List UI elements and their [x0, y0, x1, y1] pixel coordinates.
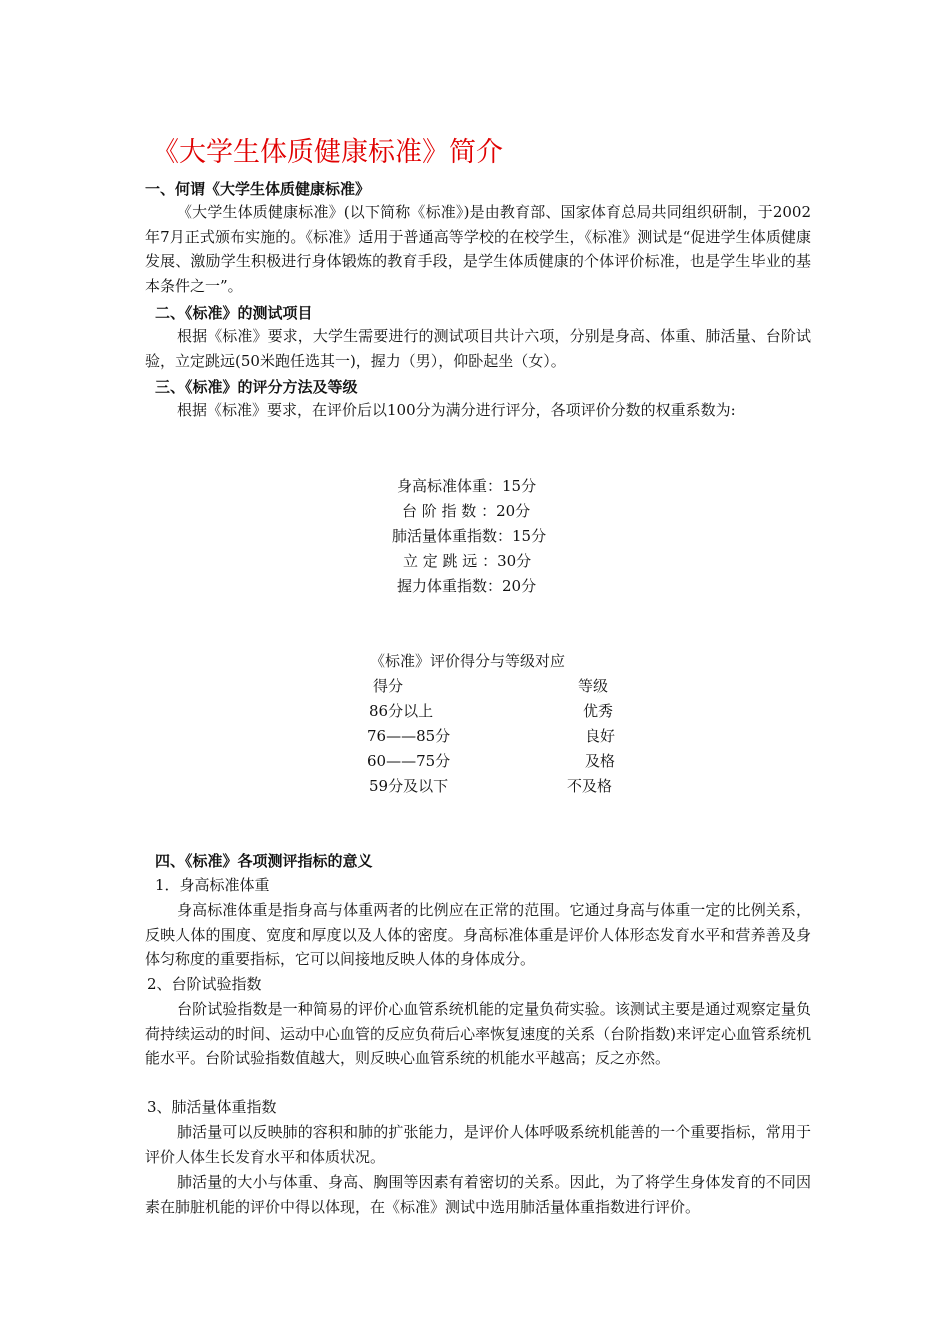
- document-title: 《大学生体质健康标准》简介: [152, 137, 503, 168]
- weight-item: 握力体重指数：20分: [397, 577, 537, 595]
- grade-table-caption: 《标准》评价得分与等级对应: [370, 652, 566, 670]
- grade-level-cell: 优秀: [583, 702, 614, 720]
- section-2-heading: 二、《标准》的测试项目: [155, 304, 313, 322]
- item-3-paragraph-1: 肺活量可以反映肺的容积和肺的扩张能力，是评价人体呼吸系统机能善的一个重要指标，常用于评价人体生长发育水平和体质状况。: [145, 1123, 811, 1166]
- section-2-paragraph: 根据《标准》要求，大学生需要进行的测试项目共计六项，分别是身高、体重、肺活量、台阶试验，立定跳远(50米跑任选其一)，握力（男），仰卧起坐（女）。: [145, 327, 811, 370]
- item-2-label: 2、台阶试验指数: [147, 975, 262, 993]
- grade-score-cell: 76——85分: [367, 727, 451, 745]
- weight-item: 台 阶 指 数 ：20分: [402, 502, 531, 520]
- grade-score-cell: 59分及以下: [369, 777, 449, 795]
- grade-level-cell: 及格: [585, 752, 616, 770]
- item-3-label: 3、肺活量体重指数: [147, 1098, 277, 1116]
- item-1-label: 1．身高标准体重: [155, 876, 270, 894]
- weight-item: 立 定 跳 远 ：30分: [403, 552, 532, 570]
- grade-header-score: 得分: [373, 677, 404, 695]
- section-3-heading: 三、《标准》的评分方法及等级: [155, 378, 358, 396]
- section-1-heading: 一、何谓《大学生体质健康标准》: [145, 180, 371, 198]
- grade-score-cell: 86分以上: [369, 702, 434, 720]
- item-1-paragraph: 身高标准体重是指身高与体重两者的比例应在正常的范围。它通过身高与体重一定的比例关系，反映人体的围度、宽度和厚度以及人体的密度。身高标准体重是评价人体形态发育水平和营养善及身体匀称度的重要指标，它可以间接地反映人体的身体成分。: [145, 901, 811, 968]
- weight-item: 肺活量体重指数：15分: [392, 527, 547, 545]
- item-2-paragraph: 台阶试验指数是一种简易的评价心血管系统机能的定量负荷实验。该测试主要是通过观察定量负荷持续运动的时间、运动中心血管的反应负荷后心率恢复速度的关系（台阶指数)来评定心血管系统机能水平。台阶试验指数值越大，则反映心血管系统的机能水平越高；反之亦然。: [145, 1000, 811, 1067]
- grade-header-level: 等级: [578, 677, 609, 695]
- section-4-heading: 四、《标准》各项测评指标的意义: [155, 852, 373, 870]
- section-1-paragraph: 《大学生体质健康标准》(以下简称《标准》)是由教育部、国家体育总局共同组织研制，于2002年7月正式颁布实施的。《标准》适用于普通高等学校的在校学生，《标准》测试是“促进学生体质健康发展、激励学生积极进行身体锻炼的教育手段，是学生体质健康的个体评价标准，也是学生毕业的基本条件之一”。: [145, 203, 811, 295]
- grade-level-cell: 不及格: [567, 777, 613, 795]
- weight-item: 身高标准体重：15分: [397, 477, 537, 495]
- grade-level-cell: 良好: [585, 727, 616, 745]
- grade-score-cell: 60——75分: [367, 752, 451, 770]
- section-3-paragraph: 根据《标准》要求，在评价后以100分为满分进行评分，各项评价分数的权重系数为:: [177, 401, 736, 419]
- item-3-paragraph-2: 肺活量的大小与体重、身高、胸围等因素有着密切的关系。因此，为了将学生身体发育的不同因素在肺脏机能的评价中得以体现，在《标准》测试中选用肺活量体重指数进行评价。: [145, 1173, 811, 1216]
